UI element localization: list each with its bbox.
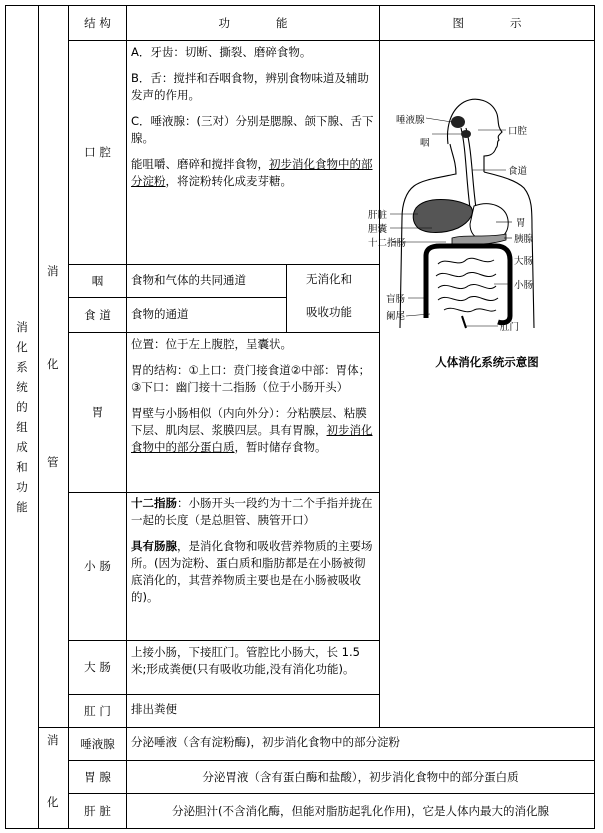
label-anus: 肛门 — [500, 322, 520, 333]
header-structure: 结 构 — [84, 15, 111, 30]
header-diagram: 图 示 — [452, 15, 522, 30]
salivary-gland-shape — [451, 116, 471, 138]
gland-name-liver: 肝 脏 — [84, 803, 111, 818]
label-esophagus: 食道 — [508, 166, 528, 177]
gland-name-gastric: 胃 腺 — [84, 769, 111, 784]
table-title-vertical: 消 化 系 统 的 组 成 和 功 能 — [16, 320, 28, 514]
organ-func-pharynx: 食物和气体的共同通道 — [131, 273, 246, 287]
group-label-digestive-tract: 消 化 管 — [47, 264, 59, 469]
organ-func-mouth: A．牙齿：切断、撕裂、磨碎食物。 B．舌：搅拌和吞咽食物，辨别食物味道及辅助发声的作用。 C．唾液腺：(三对）分别是腮腺、颌下腺、舌下腺。 能咀嚼、磨碎和搅拌食物，初步消化食物中的部分淀粉，将淀粉转化成麦芽糖。 — [131, 45, 374, 188]
organ-func-stomach: 位置：位于左上腹腔，呈囊状。 胃的结构：①上口：贲门接食道②中部：胃体；③下口：幽门接十二指肠（位于小肠开头） 胃壁与小肠相似（内向外分）：分粘膜层、粘膜下层、肌肉层、浆膜四层。具有胃腺，初步消化食物中的部分蛋白质，暂时储存食物。 — [131, 337, 373, 454]
organ-name-esophagus: 食 道 — [84, 307, 111, 322]
label-stomach: 胃 — [516, 218, 526, 229]
label-pharynx: 咽 — [420, 138, 430, 149]
no-digestion-note: 无消化和 吸收功能 — [306, 272, 352, 319]
organ-func-small-intestine: 十二指肠：小肠开头一段约为十二个手指并拢在一起的长度（是总胆管、胰管开口） 具有肠腺，是消化食物和吸收营养物质的主要场所。(因为淀粉、蛋白质和脂肪都是在小肠被彻底消化的，其营养物质主要也是在小肠被吸收的)。 — [131, 496, 373, 604]
label-pancreas: 胰腺 — [514, 234, 534, 245]
label-small: 小肠 — [514, 280, 534, 291]
organ-name-small-intestine: 小 肠 — [84, 559, 111, 573]
gland-name-salivary: 唾液腺 — [80, 736, 115, 751]
label-duodenum: 十二指肠 — [368, 238, 407, 249]
small-intestine-shape — [436, 258, 498, 311]
label-salivary: 唾液腺 — [396, 115, 425, 126]
label-large: 大肠 — [514, 256, 534, 267]
label-liver: 肝脏 — [368, 210, 388, 221]
organ-name-anus: 肛 门 — [84, 703, 111, 718]
label-appendix: 阑尾 — [386, 311, 406, 322]
gland-func-liver: 分泌胆汁(不含消化酶，但能对脂肪起乳化作用)，它是人体内最大的消化腺 — [172, 803, 549, 818]
group-label-digestive-glands: 消 化 — [47, 733, 59, 809]
organ-name-stomach: 胃 — [91, 405, 104, 419]
gland-func-salivary: 分泌唾液（含有淀粉酶)，初步消化食物中的部分淀粉 — [131, 735, 400, 749]
organ-func-anus: 排出粪便 — [131, 702, 177, 716]
diagram-caption: 人体消化系统示意图 — [435, 354, 539, 369]
organ-func-large-intestine: 上接小肠，下接肛门。管腔比小肠大，长 1.5 米;形成粪便(只有吸收功能,没有消化功能)。 — [131, 645, 360, 676]
organ-name-large-intestine: 大 肠 — [84, 660, 111, 674]
digestive-system-diagram — [366, 88, 536, 336]
header-function: 功 能 — [218, 15, 288, 30]
label-cecum: 盲肠 — [386, 294, 406, 305]
label-gall: 胆囊 — [368, 224, 388, 235]
gland-func-gastric: 分泌胃液（含有蛋白酶和盐酸），初步消化食物中的部分蛋白质 — [202, 769, 519, 784]
organ-name-pharynx: 咽 — [91, 273, 104, 288]
organ-func-esophagus: 食物的通道 — [131, 307, 189, 321]
organ-name-mouth: 口 腔 — [84, 145, 111, 159]
label-mouth: 口腔 — [508, 126, 528, 137]
liver-shape — [413, 200, 472, 233]
